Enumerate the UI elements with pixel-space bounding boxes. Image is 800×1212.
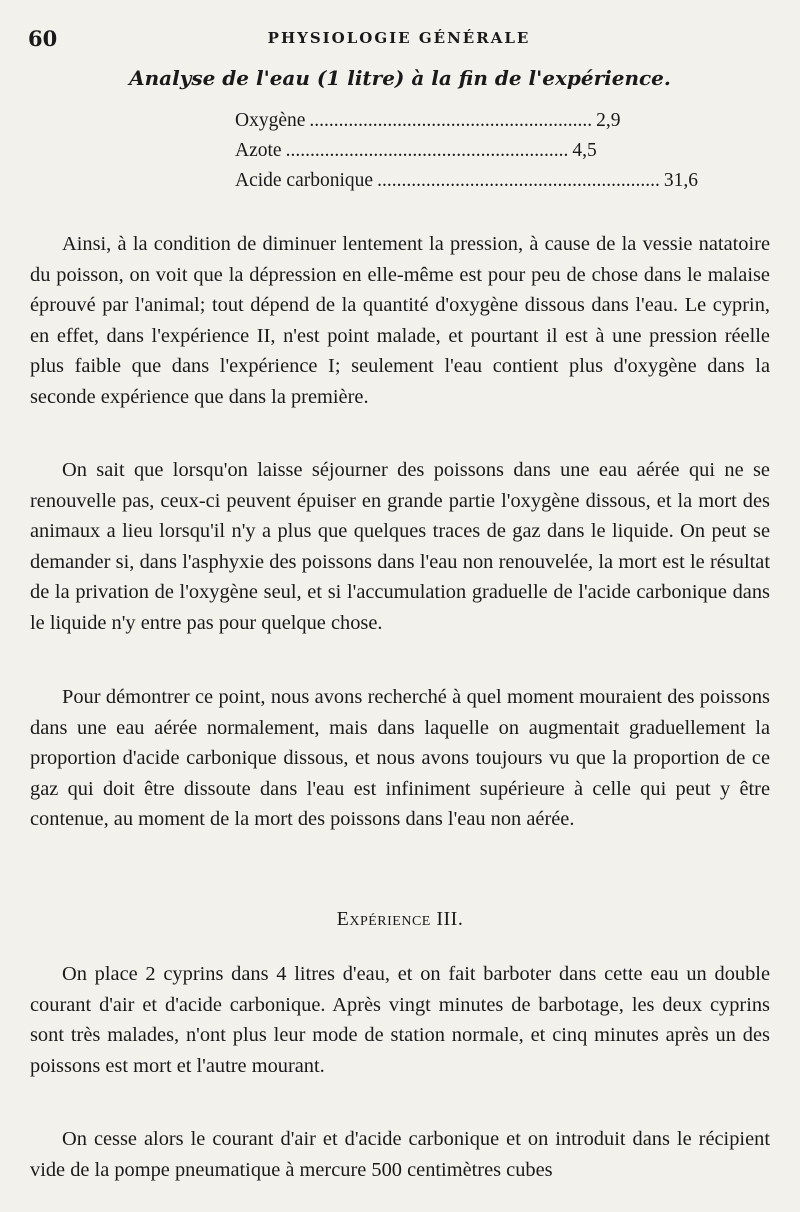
paragraph-text: On sait que lorsqu'on laisse séjourner des poissons dans une eau aérée qui ne se renouvelle pas, ceux-ci peuvent épuiser en grande partie l'oxygène dissous, et la mort des animaux a lieu lorsqu'il n'y a plus que quelques traces de gaz dans le liquide. On peut se demander si, dans l'asphyxie des poissons dans l'eau non renouvelée, la mort est le résultat de la privation de l'oxygène seul, et si l'accumulation graduelle de l'acide carbonique dans le liquide n'y entre pas pour quelque chose. bbox=[30, 459, 770, 634]
page-number: 60 bbox=[28, 26, 58, 51]
paragraph-text: Pour démontrer ce point, nous avons recherché à quel moment mouraient des poissons dans une eau aérée normalement, mais dans laquelle on augmentait graduellement la proportion d'acide carbonique dissous, et nous avons toujours vu que la proportion de ce gaz qui doit être dissoute dans l'eau est infiniment supérieure à celle qui peut y être contenue, au moment de la mort des poissons dans l'eau non aérée. bbox=[30, 686, 770, 830]
paragraph-text: On cesse alors le courant d'air et d'acide carbonique et on introduit dans le récipient vide de la pompe pneumatique à mercure 500 centimètres cubes bbox=[30, 1128, 770, 1181]
running-head bbox=[28, 26, 770, 52]
paragraph-2 bbox=[30, 455, 770, 638]
analysis-value: 31,6 bbox=[663, 170, 698, 191]
paragraph-text: Ainsi, à la condition de diminuer lentement la pression, à cause de la vessie natatoire du poisson, on voit que la dépression en elle-même est pour peu de chose dans le malaise éprouvé par l'animal; tout dépend de la quantité d'oxygène dissous dans l'eau. Le cyprin, en effet, dans l'expérience II, n'est point malade, et pourtant il est à une pression réelle plus faible que dans l'expérience I; seulement l'eau contient plus d'oxygène dans la seconde expérience que dans la première. bbox=[30, 233, 770, 408]
leader-dots: .......................................................... bbox=[285, 140, 569, 161]
analysis-value: 4,5 bbox=[572, 140, 597, 161]
analysis-value: 2,9 bbox=[596, 110, 621, 131]
paragraph-text: On place 2 cyprins dans 4 litres d'eau, et on fait barboter dans cette eau un double courant d'air et d'acide carbonique. Après vingt minutes de barbotage, les deux cyprins sont très malades, n'ont plus leur mode de station normale, et cinq minutes après un des poissons est mort et l'autre mourant. bbox=[30, 963, 770, 1077]
analysis-row-acide-carbonique bbox=[235, 170, 698, 200]
paragraph-5 bbox=[30, 1124, 770, 1185]
analysis-row-azote bbox=[235, 140, 597, 170]
paragraph-1 bbox=[30, 229, 770, 412]
analysis-label: Azote bbox=[235, 140, 282, 161]
running-title: PHYSIOLOGIE GÉNÉRALE bbox=[267, 29, 531, 47]
analysis-row-oxygene bbox=[235, 110, 621, 140]
analysis-table bbox=[235, 110, 698, 200]
analysis-label: Oxygène bbox=[235, 110, 306, 131]
leader-dots: .......................................................... bbox=[377, 170, 660, 191]
analysis-title: Analyse de l'eau (1 litre) à la fin de l'expérience. bbox=[129, 66, 671, 90]
analysis-label: Acide carbonique bbox=[235, 170, 374, 191]
paragraph-3 bbox=[30, 682, 770, 835]
paragraph-4 bbox=[30, 959, 770, 1081]
section-heading: Expérience III. bbox=[336, 908, 464, 930]
leader-dots: .......................................................... bbox=[309, 110, 593, 131]
